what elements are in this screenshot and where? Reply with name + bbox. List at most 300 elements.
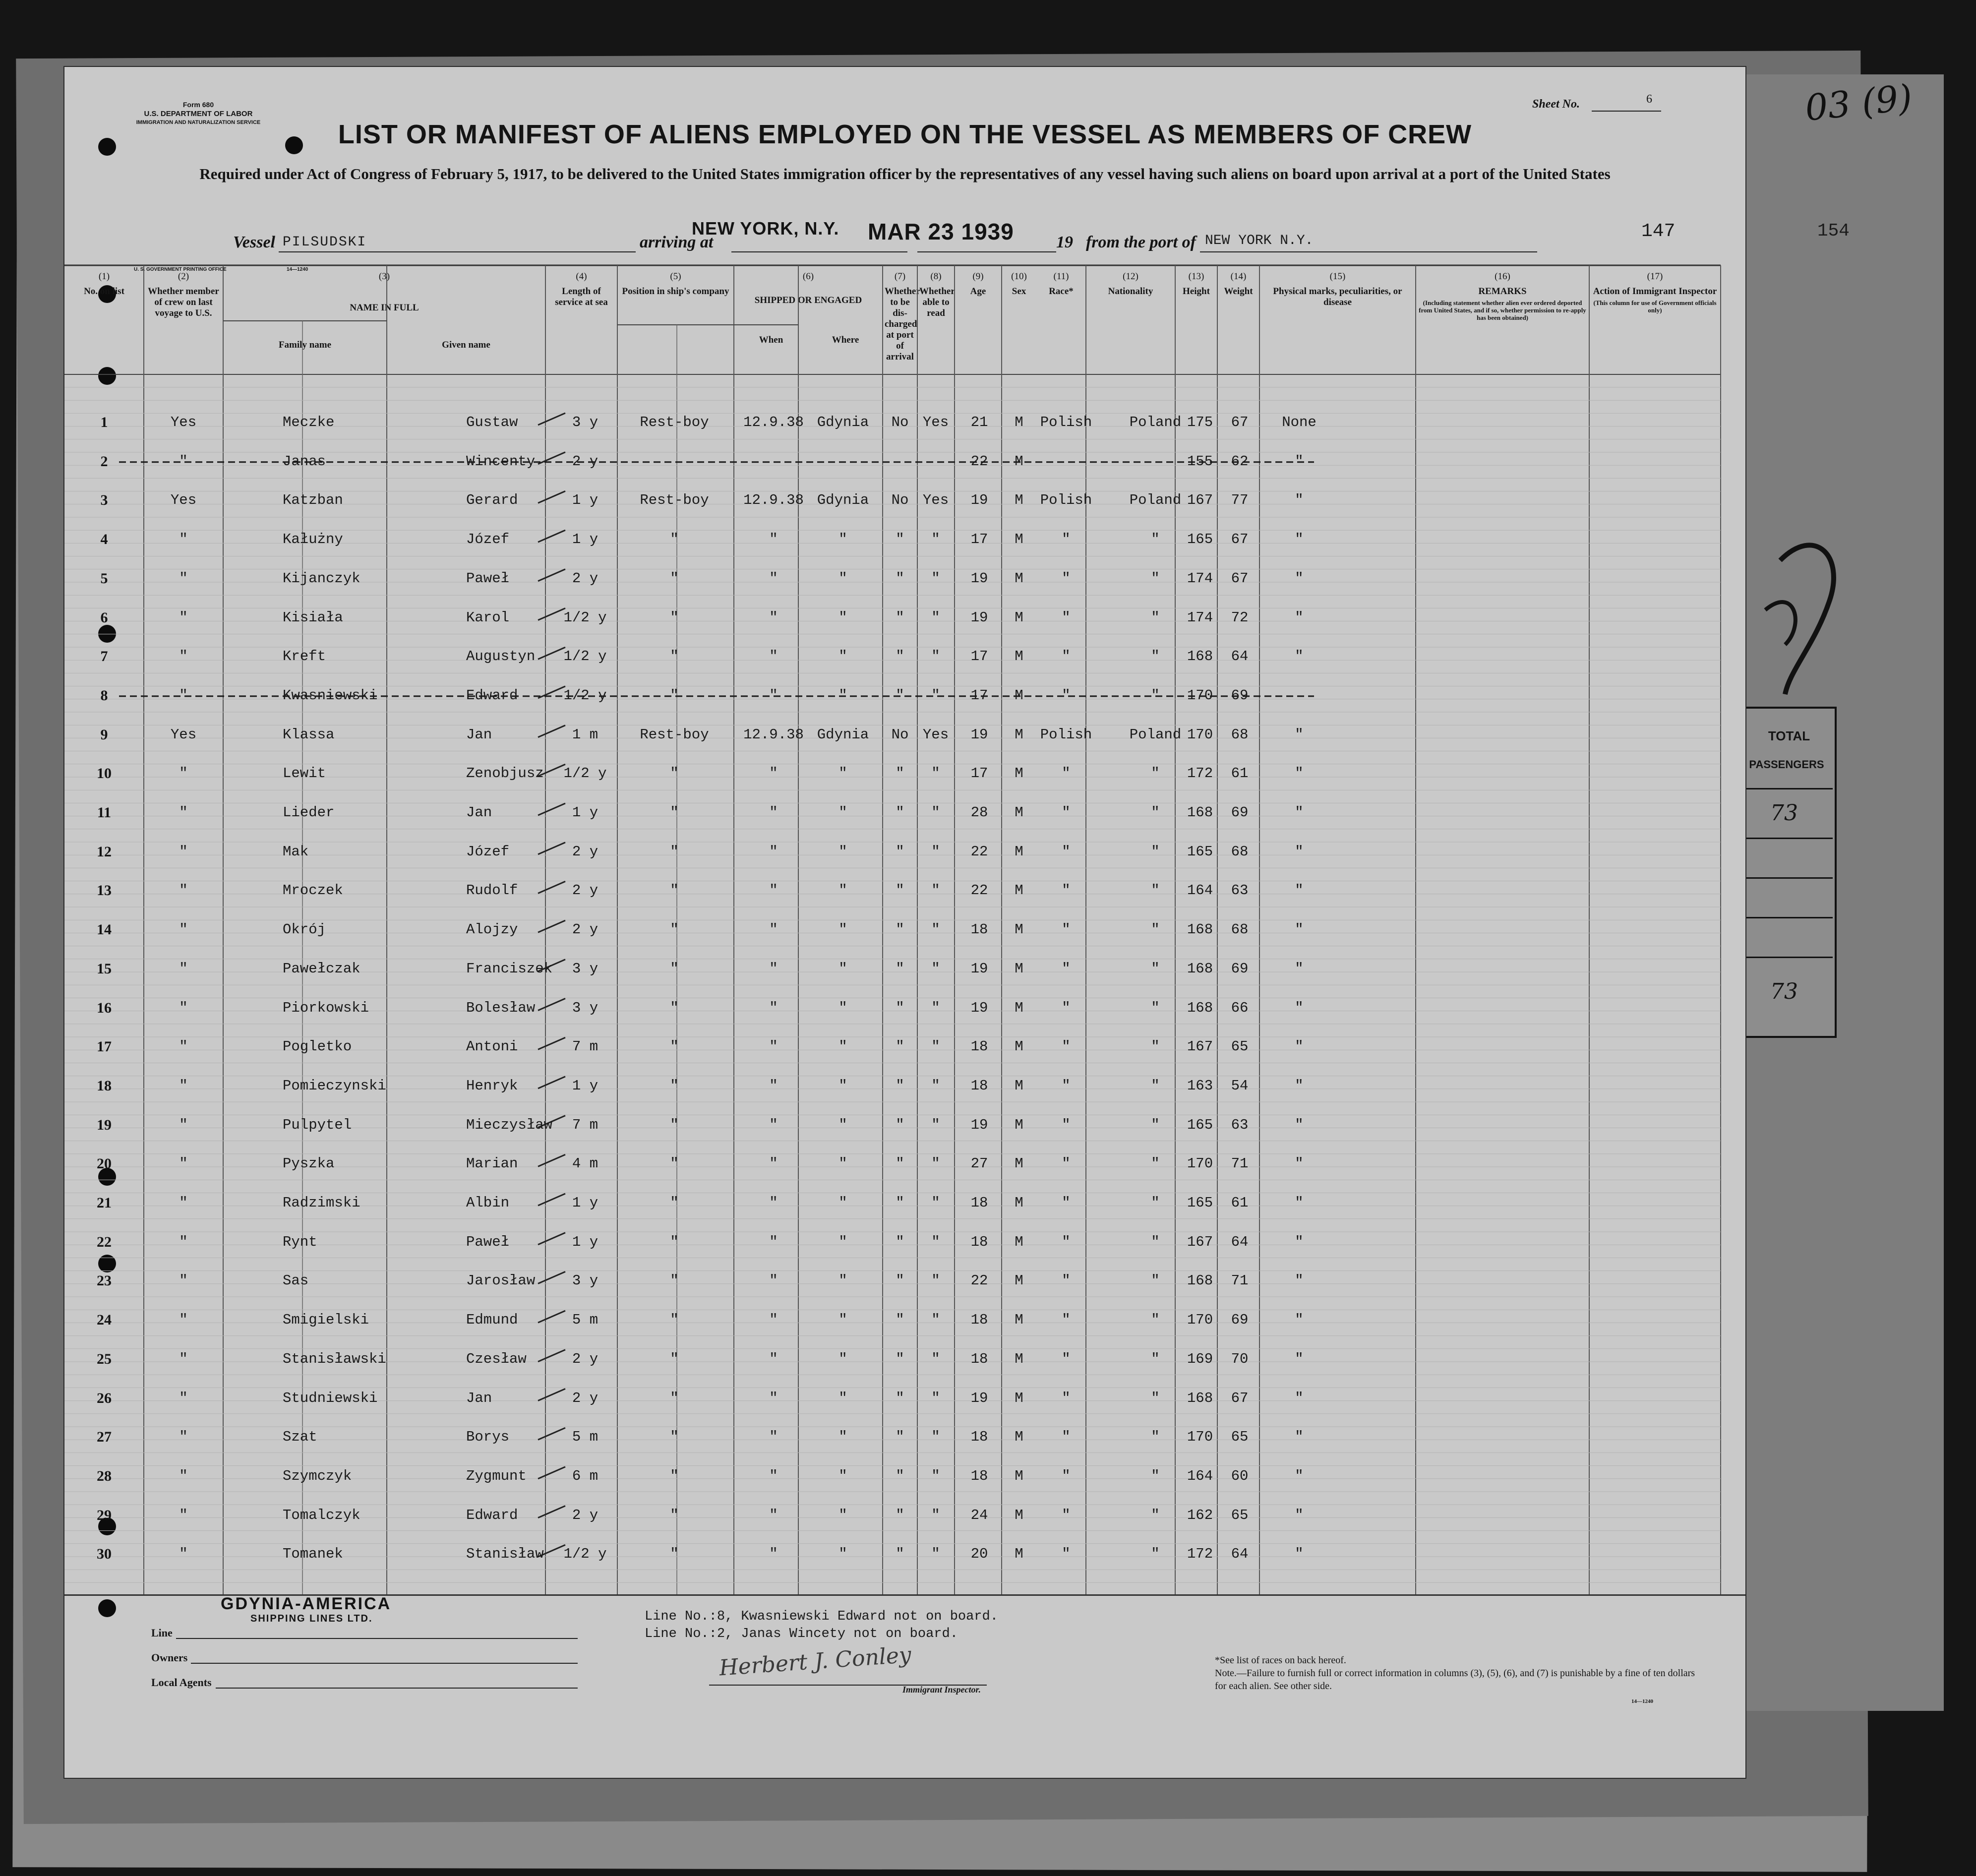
position: " bbox=[670, 1155, 679, 1172]
height: 168 bbox=[1187, 648, 1213, 665]
height: 167 bbox=[1187, 492, 1213, 509]
shipped-where: " bbox=[838, 960, 847, 977]
column-number: (11) bbox=[1053, 271, 1069, 282]
family-name: Kisiała bbox=[283, 609, 343, 626]
given-name: Marian bbox=[466, 1155, 518, 1172]
row-number: 14 bbox=[97, 921, 112, 938]
able-to-read: " bbox=[931, 1350, 940, 1367]
family-name: Kijanczyk bbox=[283, 570, 360, 587]
row-number: 27 bbox=[97, 1429, 112, 1446]
discharged: " bbox=[896, 765, 904, 782]
given-name: Paweł bbox=[466, 570, 510, 587]
discharged: " bbox=[896, 1429, 904, 1446]
sex: M bbox=[1015, 1429, 1023, 1446]
weight: 69 bbox=[1231, 687, 1249, 704]
nationality: " bbox=[1151, 1507, 1160, 1523]
family-name: Janas bbox=[283, 453, 326, 470]
position: " bbox=[670, 531, 679, 548]
nationality: " bbox=[1151, 531, 1160, 548]
service-length: 2 y bbox=[572, 453, 599, 470]
sex: M bbox=[1015, 414, 1023, 430]
age: 24 bbox=[970, 1507, 988, 1523]
column-number: (13) bbox=[1188, 271, 1204, 282]
crew-last-voyage: " bbox=[179, 1429, 188, 1446]
able-to-read: Yes bbox=[922, 492, 949, 509]
shipped-when: " bbox=[769, 765, 778, 782]
shipped-where: " bbox=[838, 570, 847, 587]
physical-marks: " bbox=[1295, 804, 1304, 821]
nationality: " bbox=[1151, 570, 1160, 587]
sex: M bbox=[1015, 765, 1023, 782]
discharged: " bbox=[896, 1155, 904, 1172]
nationality: " bbox=[1151, 1272, 1160, 1289]
age: 18 bbox=[970, 921, 988, 938]
race: " bbox=[1062, 648, 1071, 665]
height: 170 bbox=[1187, 1155, 1213, 1172]
row-number: 5 bbox=[100, 570, 108, 587]
row-number: 21 bbox=[97, 1195, 112, 1211]
shipped-when: " bbox=[769, 1233, 778, 1250]
age: 17 bbox=[970, 531, 988, 548]
crew-last-voyage: " bbox=[179, 1507, 188, 1523]
nationality: " bbox=[1151, 765, 1160, 782]
from-port-label: from the port of bbox=[1086, 233, 1196, 251]
position: " bbox=[670, 1272, 679, 1289]
weight: 68 bbox=[1231, 921, 1249, 938]
physical-marks: " bbox=[1295, 1467, 1304, 1484]
family-name: Meczke bbox=[283, 414, 335, 430]
able-to-read: " bbox=[931, 1116, 940, 1133]
physical-marks: " bbox=[1295, 609, 1304, 626]
inspector-label: Immigrant Inspector. bbox=[902, 1685, 981, 1694]
position: " bbox=[670, 1390, 679, 1406]
row-number: 3 bbox=[100, 492, 108, 509]
discharged: " bbox=[896, 648, 904, 665]
able-to-read: " bbox=[931, 1195, 940, 1211]
family-name: Pawełczak bbox=[283, 960, 360, 977]
crew-last-voyage: " bbox=[179, 531, 188, 548]
column-number: (7) bbox=[894, 271, 906, 282]
service-length: 2 y bbox=[572, 843, 599, 860]
position: " bbox=[670, 1312, 679, 1329]
given-name: Karol bbox=[466, 609, 510, 626]
shipped-when: " bbox=[769, 921, 778, 938]
crew-last-voyage: " bbox=[179, 1038, 188, 1055]
weight: 68 bbox=[1231, 726, 1249, 743]
shipped-when: 12.9.38 bbox=[743, 726, 804, 743]
physical-marks: " bbox=[1295, 960, 1304, 977]
crew-last-voyage: " bbox=[179, 570, 188, 587]
nationality: " bbox=[1151, 1429, 1160, 1446]
crew-last-voyage: " bbox=[179, 882, 188, 899]
shipped-when: " bbox=[769, 1116, 778, 1133]
shipped-when: 12.9.38 bbox=[743, 414, 804, 430]
row-number: 7 bbox=[100, 648, 108, 665]
crew-last-voyage: " bbox=[179, 609, 188, 626]
nationality: " bbox=[1151, 1116, 1160, 1133]
service-length: 2 y bbox=[572, 1507, 599, 1523]
race: " bbox=[1062, 1155, 1071, 1172]
weight: 67 bbox=[1231, 414, 1249, 430]
given-name: Alojzy bbox=[466, 921, 518, 938]
able-to-read: " bbox=[931, 1038, 940, 1055]
discharged: " bbox=[896, 960, 904, 977]
able-to-read: " bbox=[931, 1155, 940, 1172]
race: " bbox=[1062, 1312, 1071, 1329]
totals-box bbox=[1745, 707, 1837, 1038]
able-to-read: " bbox=[931, 843, 940, 860]
age: 17 bbox=[970, 765, 988, 782]
able-to-read: " bbox=[931, 1507, 940, 1523]
family-name: Mroczek bbox=[283, 882, 343, 899]
discharged: " bbox=[896, 1038, 904, 1055]
row-number: 23 bbox=[97, 1272, 112, 1289]
shipped-where: " bbox=[838, 1390, 847, 1406]
shipped-when: " bbox=[769, 1312, 778, 1329]
sex: M bbox=[1015, 453, 1023, 470]
weight: 70 bbox=[1231, 1350, 1249, 1367]
family-name: Okrój bbox=[283, 921, 326, 938]
height: 168 bbox=[1187, 804, 1213, 821]
shipped-when: " bbox=[769, 1467, 778, 1484]
row-number: 20 bbox=[97, 1155, 112, 1172]
weight: 69 bbox=[1231, 960, 1249, 977]
shipped-when: " bbox=[769, 1195, 778, 1211]
sex: M bbox=[1015, 1272, 1023, 1289]
age: 18 bbox=[970, 1195, 988, 1211]
race: " bbox=[1062, 843, 1071, 860]
given-name: Wincenty bbox=[466, 453, 536, 470]
able-to-read: " bbox=[931, 1546, 940, 1563]
given-name: Czesław bbox=[466, 1350, 527, 1367]
discharged: No bbox=[891, 726, 909, 743]
family-name: Pomieczynski bbox=[283, 1077, 386, 1094]
age: 22 bbox=[970, 453, 988, 470]
nationality: " bbox=[1151, 804, 1160, 821]
totals-label-passengers: PASSENGERS bbox=[1749, 758, 1824, 771]
crew-last-voyage: " bbox=[179, 1312, 188, 1329]
column-number: (9) bbox=[972, 271, 984, 282]
height: 163 bbox=[1187, 1077, 1213, 1094]
crew-last-voyage: " bbox=[179, 1350, 188, 1367]
nationality: " bbox=[1151, 999, 1160, 1016]
column-header: Sex bbox=[1012, 286, 1026, 297]
column-note: (Including statement whether alien ever ordered deported from United States, and if so, whether permission to re-apply has been obtained) bbox=[1419, 299, 1586, 321]
sex: M bbox=[1015, 609, 1023, 626]
column-number: (2) bbox=[178, 271, 189, 282]
shipped-where: " bbox=[838, 843, 847, 860]
height: 170 bbox=[1187, 1429, 1213, 1446]
given-name: Albin bbox=[466, 1195, 510, 1211]
row-number: 18 bbox=[97, 1077, 112, 1094]
weight: 64 bbox=[1231, 1233, 1249, 1250]
row-number: 28 bbox=[97, 1467, 112, 1484]
able-to-read: " bbox=[931, 570, 940, 587]
able-to-read: " bbox=[931, 921, 940, 938]
family-name: Szymczyk bbox=[283, 1467, 352, 1484]
shipped-where: " bbox=[838, 882, 847, 899]
row-number: 30 bbox=[97, 1546, 112, 1563]
crew-last-voyage: " bbox=[179, 960, 188, 977]
shipped-where: " bbox=[838, 765, 847, 782]
service-length: 2 y bbox=[572, 882, 599, 899]
family-name: Tomanek bbox=[283, 1546, 343, 1563]
shipped-when: " bbox=[769, 687, 778, 704]
shipped-where: Gdynia bbox=[817, 726, 869, 743]
crew-last-voyage: " bbox=[179, 1467, 188, 1484]
weight: 71 bbox=[1231, 1155, 1249, 1172]
column-number: (5) bbox=[670, 271, 681, 282]
form-number: Form 680 bbox=[182, 101, 214, 109]
row-number: 17 bbox=[97, 1038, 112, 1055]
column-number: (17) bbox=[1647, 271, 1663, 282]
weight: 77 bbox=[1231, 492, 1249, 509]
row-number: 13 bbox=[97, 882, 112, 899]
shipped-when: " bbox=[769, 882, 778, 899]
height: 162 bbox=[1187, 1507, 1213, 1523]
race: " bbox=[1062, 999, 1071, 1016]
age: 22 bbox=[970, 882, 988, 899]
crew-last-voyage: Yes bbox=[170, 726, 197, 743]
height: 164 bbox=[1187, 882, 1213, 899]
given-name: Gustaw bbox=[466, 414, 518, 430]
discharged: No bbox=[891, 492, 909, 509]
race: Polish bbox=[1040, 492, 1092, 509]
position: Rest-boy bbox=[640, 414, 709, 430]
given-name: Edmund bbox=[466, 1312, 518, 1329]
physical-marks: " bbox=[1295, 648, 1304, 665]
race: " bbox=[1062, 960, 1071, 977]
physical-marks: " bbox=[1295, 453, 1304, 470]
weight: 54 bbox=[1231, 1077, 1249, 1094]
able-to-read: " bbox=[931, 999, 940, 1016]
service-length: 3 y bbox=[572, 999, 599, 1016]
row-number: 6 bbox=[100, 609, 108, 626]
service-length: 3 y bbox=[572, 414, 599, 430]
weight: 69 bbox=[1231, 1312, 1249, 1329]
race: " bbox=[1062, 531, 1071, 548]
shipped-where: " bbox=[838, 1467, 847, 1484]
discharged: " bbox=[896, 804, 904, 821]
physical-marks: " bbox=[1295, 999, 1304, 1016]
age: 18 bbox=[970, 1350, 988, 1367]
age: 19 bbox=[970, 570, 988, 587]
column-header: Whether member of crew on last voyage to U.S. bbox=[148, 286, 219, 318]
race: " bbox=[1062, 1233, 1071, 1250]
given-name: Zenobjusz bbox=[466, 765, 544, 782]
given-name: Józef bbox=[466, 843, 510, 860]
age: 17 bbox=[970, 648, 988, 665]
race: " bbox=[1062, 570, 1071, 587]
column-number: (10) bbox=[1011, 271, 1027, 282]
height: 170 bbox=[1187, 1312, 1213, 1329]
physical-marks: " bbox=[1295, 1272, 1304, 1289]
discharged: " bbox=[896, 531, 904, 548]
shipped-where: " bbox=[838, 1155, 847, 1172]
discharged: " bbox=[896, 843, 904, 860]
able-to-read: " bbox=[931, 1467, 940, 1484]
race: " bbox=[1062, 804, 1071, 821]
weight: 71 bbox=[1231, 1272, 1249, 1289]
column-header: No. on list bbox=[84, 286, 124, 297]
able-to-read: Yes bbox=[922, 414, 949, 430]
able-to-read: " bbox=[931, 1077, 940, 1094]
crew-last-voyage: " bbox=[179, 1195, 188, 1211]
age: 19 bbox=[970, 1390, 988, 1406]
crew-last-voyage: " bbox=[179, 687, 188, 704]
shipped-where: " bbox=[838, 1077, 847, 1094]
nationality: " bbox=[1151, 648, 1160, 665]
discharged: " bbox=[896, 1312, 904, 1329]
given-name: Mieczysław bbox=[466, 1116, 553, 1133]
crew-last-voyage: Yes bbox=[170, 492, 197, 509]
family-name: Kwasniewski bbox=[283, 687, 378, 704]
shipped-where: " bbox=[838, 609, 847, 626]
physical-marks: " bbox=[1295, 1195, 1304, 1211]
age: 17 bbox=[970, 687, 988, 704]
nationality: " bbox=[1151, 1312, 1160, 1329]
weight: 61 bbox=[1231, 1195, 1249, 1211]
crew-last-voyage: Yes bbox=[170, 414, 197, 430]
family-name: Katzban bbox=[283, 492, 343, 509]
family-name: Klassa bbox=[283, 726, 335, 743]
nationality: " bbox=[1151, 1195, 1160, 1211]
able-to-read: " bbox=[931, 1233, 940, 1250]
shipped-when: " bbox=[769, 1390, 778, 1406]
able-to-read: " bbox=[931, 1272, 940, 1289]
sex: M bbox=[1015, 1233, 1023, 1250]
arriving-port: NEW YORK, N.Y. bbox=[692, 218, 839, 239]
totals-label: TOTAL bbox=[1768, 728, 1810, 743]
discharged: " bbox=[896, 1195, 904, 1211]
sex: M bbox=[1015, 570, 1023, 587]
weight: 67 bbox=[1231, 531, 1249, 548]
family-name: Pyszka bbox=[283, 1155, 335, 1172]
position: " bbox=[670, 765, 679, 782]
crew-last-voyage: " bbox=[179, 453, 188, 470]
shipped-when: " bbox=[769, 1077, 778, 1094]
nationality: " bbox=[1151, 882, 1160, 899]
physical-marks: " bbox=[1295, 1233, 1304, 1250]
service-length: 1 y bbox=[572, 1077, 599, 1094]
crew-last-voyage: " bbox=[179, 1390, 188, 1406]
shipped-where: " bbox=[838, 1429, 847, 1446]
column-subheader: Family name bbox=[278, 340, 332, 350]
row-number: 15 bbox=[97, 960, 112, 977]
height: 170 bbox=[1187, 726, 1213, 743]
shipped-where: " bbox=[838, 687, 847, 704]
position: " bbox=[670, 1195, 679, 1211]
shipped-where: " bbox=[838, 1272, 847, 1289]
age: 18 bbox=[970, 1467, 988, 1484]
column-header: Height bbox=[1183, 286, 1210, 297]
height: 172 bbox=[1187, 1546, 1213, 1563]
nationality: " bbox=[1151, 609, 1160, 626]
sex: M bbox=[1015, 1038, 1023, 1055]
position: " bbox=[670, 1233, 679, 1250]
sex: M bbox=[1015, 882, 1023, 899]
height: 165 bbox=[1187, 843, 1213, 860]
race: " bbox=[1062, 1507, 1071, 1523]
weight: 64 bbox=[1231, 1546, 1249, 1563]
inspector-signature: Herbert J. Conley bbox=[718, 1642, 912, 1681]
column-header: SHIPPED OR ENGAGED bbox=[754, 295, 862, 305]
physical-marks: " bbox=[1295, 1155, 1304, 1172]
race: " bbox=[1062, 687, 1071, 704]
nationality: " bbox=[1151, 1038, 1160, 1055]
given-name: Paweł bbox=[466, 1233, 510, 1250]
age: 18 bbox=[970, 1312, 988, 1329]
physical-marks: " bbox=[1295, 1038, 1304, 1055]
physical-marks: " bbox=[1295, 1429, 1304, 1446]
height: 167 bbox=[1187, 1233, 1213, 1250]
penalty-note: Note.—Failure to furnish full or correct information in columns (3), (5), (6), and (7) is punishable by a fine of ten dollars for each alien. See other side. bbox=[1215, 1668, 1695, 1692]
nationality: Poland bbox=[1129, 726, 1182, 743]
given-name: Franciszek bbox=[466, 960, 553, 977]
row-number: 8 bbox=[100, 687, 108, 704]
crew-last-voyage: " bbox=[179, 804, 188, 821]
height: 175 bbox=[1187, 414, 1213, 430]
discharged: " bbox=[896, 609, 904, 626]
service-name: IMMIGRATION AND NATURALIZATION SERVICE bbox=[136, 120, 261, 125]
shipped-when: " bbox=[769, 1155, 778, 1172]
sex: M bbox=[1015, 726, 1023, 743]
footer-print-code: 14—1240 bbox=[1631, 1698, 1653, 1704]
sex: M bbox=[1015, 1350, 1023, 1367]
sex: M bbox=[1015, 999, 1023, 1016]
service-length: 5 m bbox=[572, 1429, 599, 1446]
shipped-where: Gdynia bbox=[817, 414, 869, 430]
totals-value: 73 bbox=[1770, 800, 1798, 826]
position: " bbox=[670, 843, 679, 860]
given-name: Jan bbox=[466, 726, 492, 743]
column-header: REMARKS bbox=[1478, 286, 1527, 297]
age: 20 bbox=[970, 1546, 988, 1563]
races-note: *See list of races on back hereof. bbox=[1215, 1655, 1346, 1666]
race: " bbox=[1062, 1038, 1071, 1055]
physical-marks: " bbox=[1295, 726, 1304, 743]
sex: M bbox=[1015, 1546, 1023, 1563]
column-header: NAME IN FULL bbox=[350, 303, 419, 313]
family-name: Studniewski bbox=[283, 1390, 378, 1406]
printing-office: U. S. GOVERNMENT PRINTING OFFICE bbox=[134, 267, 227, 272]
corner-number: 154 bbox=[1817, 221, 1850, 241]
column-header: Age bbox=[970, 286, 986, 297]
sex: M bbox=[1015, 1467, 1023, 1484]
nationality: Poland bbox=[1129, 492, 1182, 509]
nationality: " bbox=[1151, 1350, 1160, 1367]
race: " bbox=[1062, 1350, 1071, 1367]
department: U.S. DEPARTMENT OF LABOR bbox=[144, 110, 253, 118]
position: " bbox=[670, 687, 679, 704]
height: 174 bbox=[1187, 609, 1213, 626]
height: 168 bbox=[1187, 921, 1213, 938]
shipped-where: " bbox=[838, 1195, 847, 1211]
position: " bbox=[670, 1350, 679, 1367]
nationality: " bbox=[1151, 921, 1160, 938]
sex: M bbox=[1015, 804, 1023, 821]
sex: M bbox=[1015, 1195, 1023, 1211]
crew-last-voyage: " bbox=[179, 765, 188, 782]
weight: 68 bbox=[1231, 843, 1249, 860]
service-length: 2 y bbox=[572, 921, 599, 938]
physical-marks: " bbox=[1295, 570, 1304, 587]
row-number: 11 bbox=[97, 804, 112, 821]
physical-marks: " bbox=[1295, 1390, 1304, 1406]
service-length: 3 y bbox=[572, 960, 599, 977]
age: 22 bbox=[970, 843, 988, 860]
height: 174 bbox=[1187, 570, 1213, 587]
